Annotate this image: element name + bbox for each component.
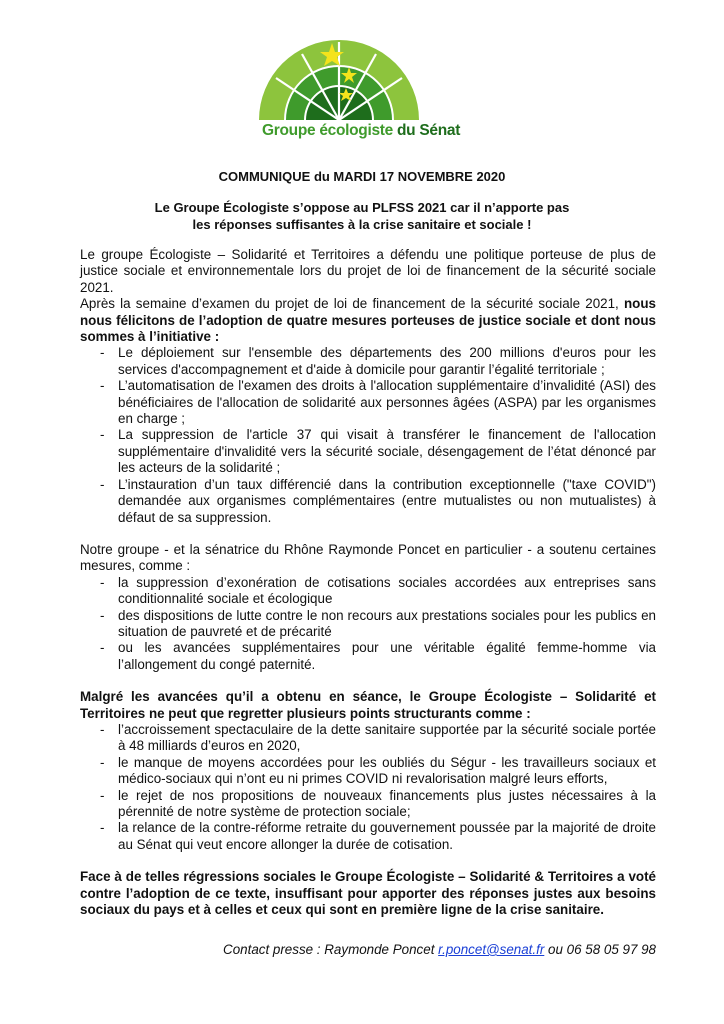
conclusion-paragraph [80, 869, 656, 918]
title-heading [0, 199, 724, 233]
conclusion-text: Face à de telles régressions sociales le Groupe Écologiste – Solidarité & Territoires a voté contre l’adoption de ce texte, insuffisant pour apporter des réponses justes aux besoins sociaux du pays et à celles et ceux qui sont en première ligne de la crise sanitaire. [80, 869, 656, 918]
list-dash: - [100, 378, 105, 394]
list-item [80, 427, 656, 476]
contact-email-link[interactable]: r.poncet@senat.fr [438, 942, 545, 957]
adopted-measures-paragraph [80, 296, 656, 345]
adopted-measures-intro: Après la semaine d’examen du projet de loi de financement de la sécurité sociale 2021, [80, 296, 619, 312]
list-item [80, 640, 656, 673]
list-item-text: l’accroissement spectaculaire de la dette sanitaire supportée par la sécurité sociale portée à 48 milliards d’euros en 2020, [118, 721, 656, 754]
list-dash: - [100, 476, 105, 492]
logo-wordmark-part2: du Sénat [397, 122, 461, 139]
list-item [80, 722, 656, 755]
logo-wordmark-part1: Groupe écologiste [262, 122, 393, 139]
regrets-paragraph [80, 689, 656, 722]
list-item-text: la relance de la contre-réforme retraite du gouvernement poussée par la majorité de droite au Sénat qui veut encore allonger la durée de cotisation. [118, 820, 656, 852]
adopted-measures-highlight: nous nous félicitons de l’adoption de quatre mesures porteuses de justice sociale et dont nous sommes à l’initiative : [80, 296, 656, 345]
list-item-text: ou les avancées supplémentaires pour une véritable égalité femme-homme via l’allongement du congé paternité. [118, 640, 656, 672]
list-dash: - [100, 345, 105, 361]
list-dash: - [100, 721, 105, 737]
supported-measures-paragraph: Notre groupe - et la sénatrice du Rhône Raymonde Poncet en particulier - a soutenu certaines mesures, comme : [80, 541, 656, 574]
list-item-text: La suppression de l'article 37 qui visait à transférer le financement de l'allocation supplémentaire d'invalidité vers la sécurité sociale, désengagement de l’état dénoncé par les acteurs de la solidarité ; [118, 427, 656, 476]
list-item-text: L’automatisation de l'examen des droits à l'allocation supplémentaire d’invalidité (ASI) des bénéficiaires de l'allocation de solidarité aux personnes âgées (ASPA) par les organismes en charge ; [118, 378, 656, 427]
regrets-list [80, 722, 656, 853]
date-heading: COMMUNIQUE du MARDI 17 NOVEMBRE 2020 [218, 169, 506, 184]
list-item-text: L’instauration d’un taux différencié dans la contribution exceptionnelle ("taxe COVID") demandée aux organismes complémentaires (entre mutualistes ou non mutualistes) à défaut de sa suppression. [118, 476, 656, 525]
title-line-1: Le Groupe Écologiste s’oppose au PLFSS 2021 car il n’apporte pas [154, 200, 570, 215]
list-item-text: des dispositions de lutte contre le non recours aux prestations sociales pour les publics en situation de pauvreté et de précarité [118, 607, 656, 639]
list-item [80, 575, 656, 608]
list-item-text: le manque de moyens accordées pour les oubliés du Ségur - les travailleurs sociaux et médico-sociaux qui n’ont eu ni primes COVID ni revalorisation malgré leurs efforts, [118, 754, 656, 787]
contact-phone: ou 06 58 05 97 98 [548, 942, 656, 957]
list-dash: - [100, 754, 105, 770]
intro-paragraph: Le groupe Écologiste – Solidarité et Territoires a défendu une politique porteuse de plus de justice sociale et environnementale lors du projet de loi de financement de la sécurité sociale 2021. [80, 247, 656, 295]
press-contact [223, 942, 656, 957]
list-item [80, 820, 656, 853]
supported-measures-list [80, 575, 656, 673]
title-line-2: les réponses suffisantes à la crise sanitaire et sociale ! [192, 217, 532, 232]
list-item [80, 608, 656, 641]
list-dash: - [100, 574, 105, 590]
list-item [80, 378, 656, 427]
list-item-text: le rejet de nos propositions de nouveaux financements plus justes nécessaires à la pérennité de notre système de protection sociale; [118, 787, 656, 819]
list-dash: - [100, 787, 105, 803]
contact-name: Contact presse : Raymonde Poncet [223, 942, 435, 957]
list-dash: - [100, 607, 105, 623]
list-dash: - [100, 640, 105, 656]
list-dash: - [100, 427, 105, 443]
list-item [80, 477, 656, 526]
press-release-body [80, 247, 656, 918]
list-item-text: Le déploiement sur l'ensemble des départements des 200 millions d'euros pour les services d'accompagnement et d'aide à domicile pour garantir l’égalité territoriale ; [118, 345, 656, 377]
logo-wordmark [262, 122, 461, 140]
list-item [80, 755, 656, 788]
regrets-heading: Malgré les avancées qu’il a obtenu en séance, le Groupe Écologiste – Solidarité et Territoires ne peut que regretter plusieurs points structurants comme : [80, 689, 656, 721]
list-item-text: la suppression d’exonération de cotisations sociales accordées aux entreprises sans conditionnalité sociale et écologique [118, 574, 656, 607]
list-item [80, 788, 656, 821]
list-item [80, 345, 656, 378]
adopted-measures-list [80, 345, 656, 525]
list-dash: - [100, 820, 105, 836]
